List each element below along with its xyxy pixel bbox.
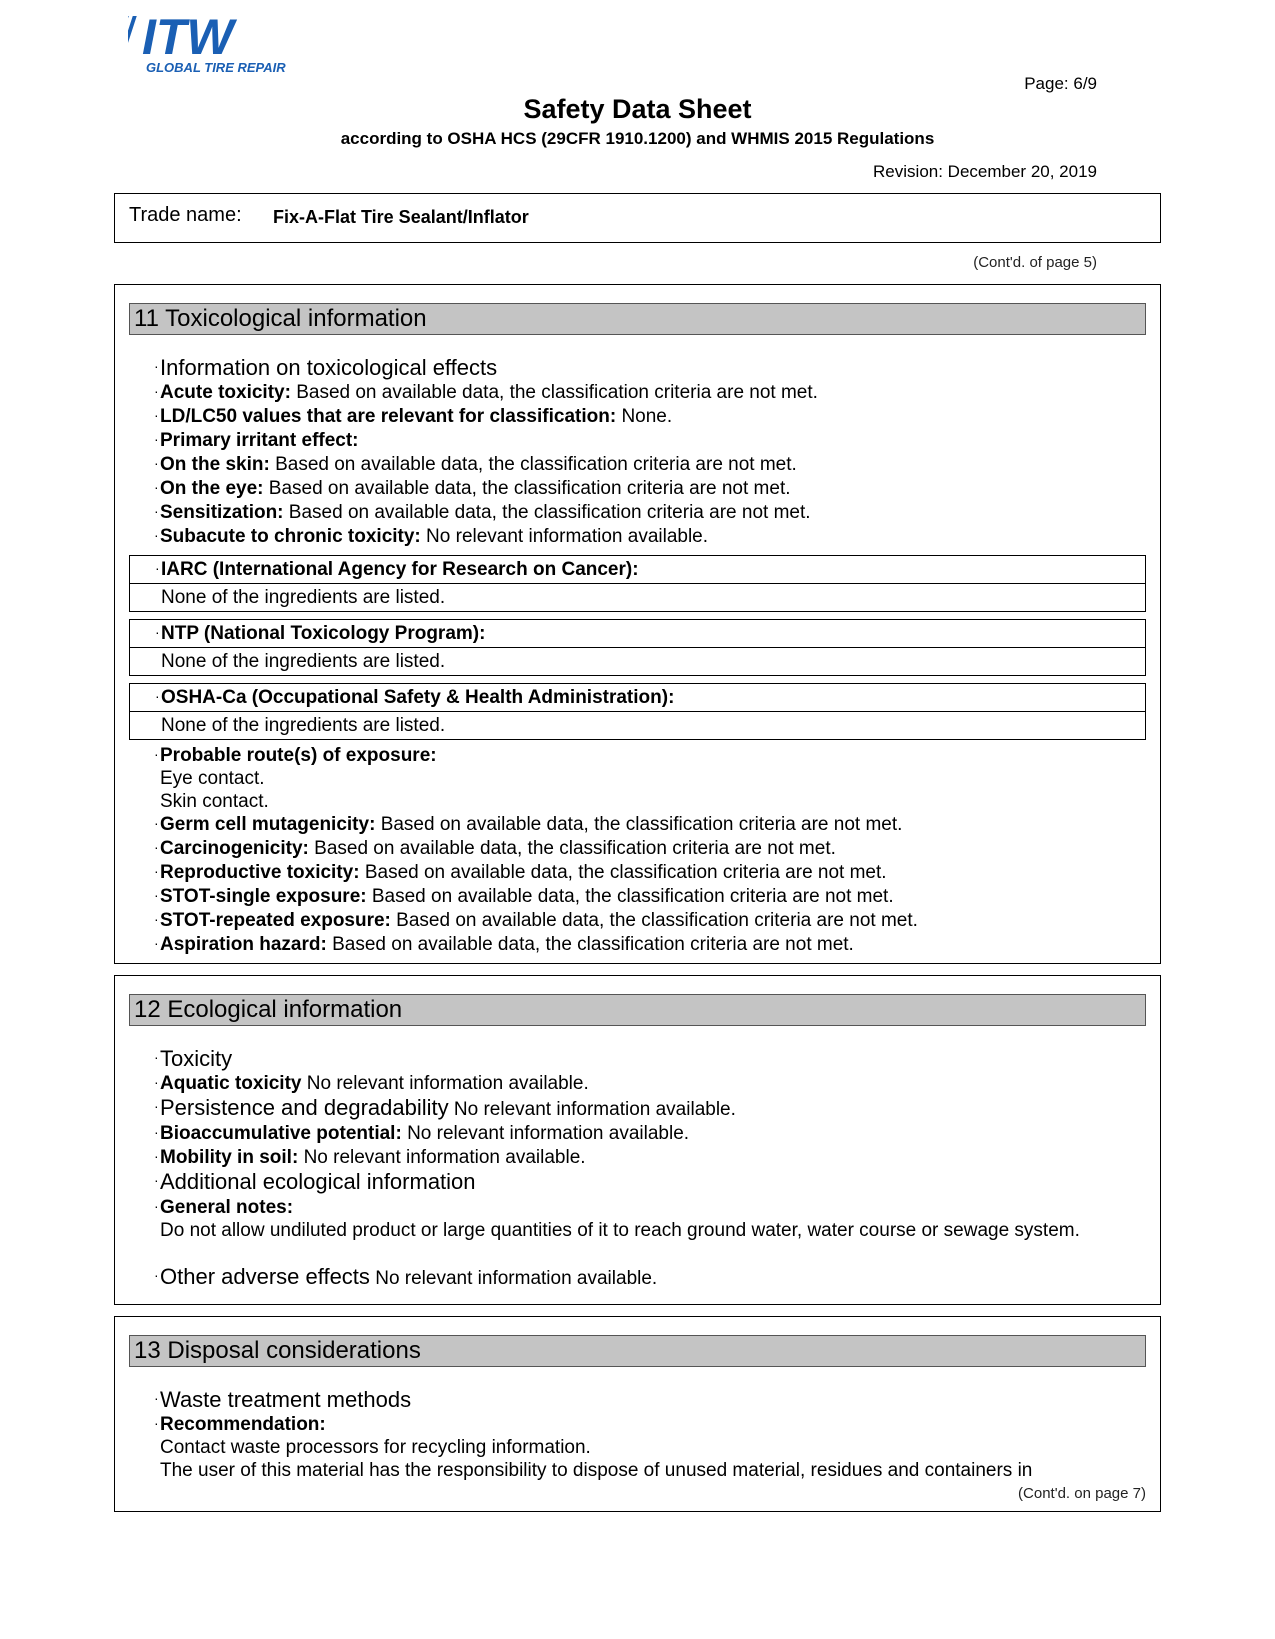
ntp-value-box xyxy=(129,647,1146,676)
section-11-title: 11 Toxicological information xyxy=(129,303,1146,335)
waste-treatment-heading: · Waste treatment methods xyxy=(154,1387,412,1412)
iarc-value: None of the ingredients are listed. xyxy=(161,587,446,608)
recommendation-label: · Recommendation: xyxy=(154,1414,326,1435)
osha-box xyxy=(129,683,1146,712)
ntp-box xyxy=(129,619,1146,648)
other-adverse-effects: · Other adverse effects No relevant information available. xyxy=(154,1264,658,1289)
continued-on: (Cont'd. on page 7) xyxy=(1018,1485,1146,1502)
additional-ecological-heading: · Additional ecological information xyxy=(154,1169,476,1194)
stot-single: · STOT-single exposure: Based on available data, the classification criteria are not met. xyxy=(154,886,894,907)
acute-toxicity: · Acute toxicity: Based on available data, the classification criteria are not met. xyxy=(154,382,818,403)
ntp-label: · NTP (National Toxicology Program): xyxy=(155,623,486,644)
section-12-ecological xyxy=(114,975,1161,1305)
iarc-box xyxy=(129,555,1146,584)
ntp-value: None of the ingredients are listed. xyxy=(161,651,446,672)
on-the-eye: · On the eye: Based on available data, the classification criteria are not met. xyxy=(154,478,791,499)
persistence: · Persistence and degradability No relevant information available. xyxy=(154,1095,736,1120)
primary-irritant: · Primary irritant effect: xyxy=(154,430,359,451)
route-eye-contact: Eye contact. xyxy=(160,768,265,789)
sensitization: · Sensitization: Based on available data, the classification criteria are not met. xyxy=(154,502,811,523)
iarc-label: · IARC (International Agency for Research on Cancer): xyxy=(155,559,639,580)
logo-subtext: GLOBAL TIRE REPAIR xyxy=(146,60,286,75)
carcinogenicity: · Carcinogenicity: Based on available data, the classification criteria are not met. xyxy=(154,838,836,859)
reproductive-toxicity: · Reproductive toxicity: Based on available data, the classification criteria are not met. xyxy=(154,862,887,883)
osha-label: · OSHA-Ca (Occupational Safety & Health Administration): xyxy=(155,687,675,708)
recommendation-text-1: Contact waste processors for recycling information. xyxy=(160,1437,591,1458)
route-skin-contact: Skin contact. xyxy=(160,791,269,812)
recommendation-text-2: The user of this material has the responsibility to dispose of unused material, residues and containers in xyxy=(160,1460,1033,1481)
section-12-title: 12 Ecological information xyxy=(129,994,1146,1026)
toxicity-heading: · Toxicity xyxy=(154,1046,233,1071)
osha-value-box xyxy=(129,711,1146,740)
document-subtitle: according to OSHA HCS (29CFR 1910.1200) and WHMIS 2015 Regulations xyxy=(340,129,935,148)
itw-logo xyxy=(128,6,288,76)
section-11-toxicological xyxy=(114,284,1161,964)
general-notes-text: Do not allow undiluted product or large quantities of it to reach ground water, water course or sewage system. xyxy=(160,1220,1080,1241)
aquatic-toxicity: · Aquatic toxicity No relevant information available. xyxy=(154,1073,589,1094)
iarc-value-box xyxy=(129,583,1146,612)
germ-cell-mutagenicity: · Germ cell mutagenicity: Based on available data, the classification criteria are not met. xyxy=(154,814,903,835)
bioaccumulative: · Bioaccumulative potential: No relevant information available. xyxy=(154,1123,690,1144)
continued-from: (Cont'd. of page 5) xyxy=(973,254,1097,271)
page-number: Page: 6/9 xyxy=(1024,74,1097,93)
trade-name-box xyxy=(114,193,1161,243)
ld-lc50: · LD/LC50 values that are relevant for classification: None. xyxy=(154,406,673,427)
aspiration-hazard: · Aspiration hazard: Based on available data, the classification criteria are not met. xyxy=(154,934,854,955)
trade-name-value: Fix-A-Flat Tire Sealant/Inflator xyxy=(273,207,529,227)
revision-date: Revision: December 20, 2019 xyxy=(873,162,1097,181)
document-title: Safety Data Sheet xyxy=(523,94,752,124)
mobility-in-soil: · Mobility in soil: No relevant information available. xyxy=(154,1147,586,1168)
stot-repeated: · STOT-repeated exposure: Based on available data, the classification criteria are not met. xyxy=(154,910,918,931)
osha-value: None of the ingredients are listed. xyxy=(161,715,446,736)
trade-name-label: Trade name: xyxy=(129,204,242,226)
section-13-disposal xyxy=(114,1316,1161,1512)
subacute-toxicity: · Subacute to chronic toxicity: No relevant information available. xyxy=(154,526,709,547)
info-toxicological-heading: · Information on toxicological effects xyxy=(154,355,498,380)
on-the-skin: · On the skin: Based on available data, the classification criteria are not met. xyxy=(154,454,797,475)
section-13-title: 13 Disposal considerations xyxy=(129,1335,1146,1367)
itw-logo-graphic xyxy=(128,6,288,76)
logo-text: ITW xyxy=(142,9,234,65)
general-notes-label: · General notes: xyxy=(154,1197,294,1218)
probable-routes: · Probable route(s) of exposure: xyxy=(154,745,437,766)
